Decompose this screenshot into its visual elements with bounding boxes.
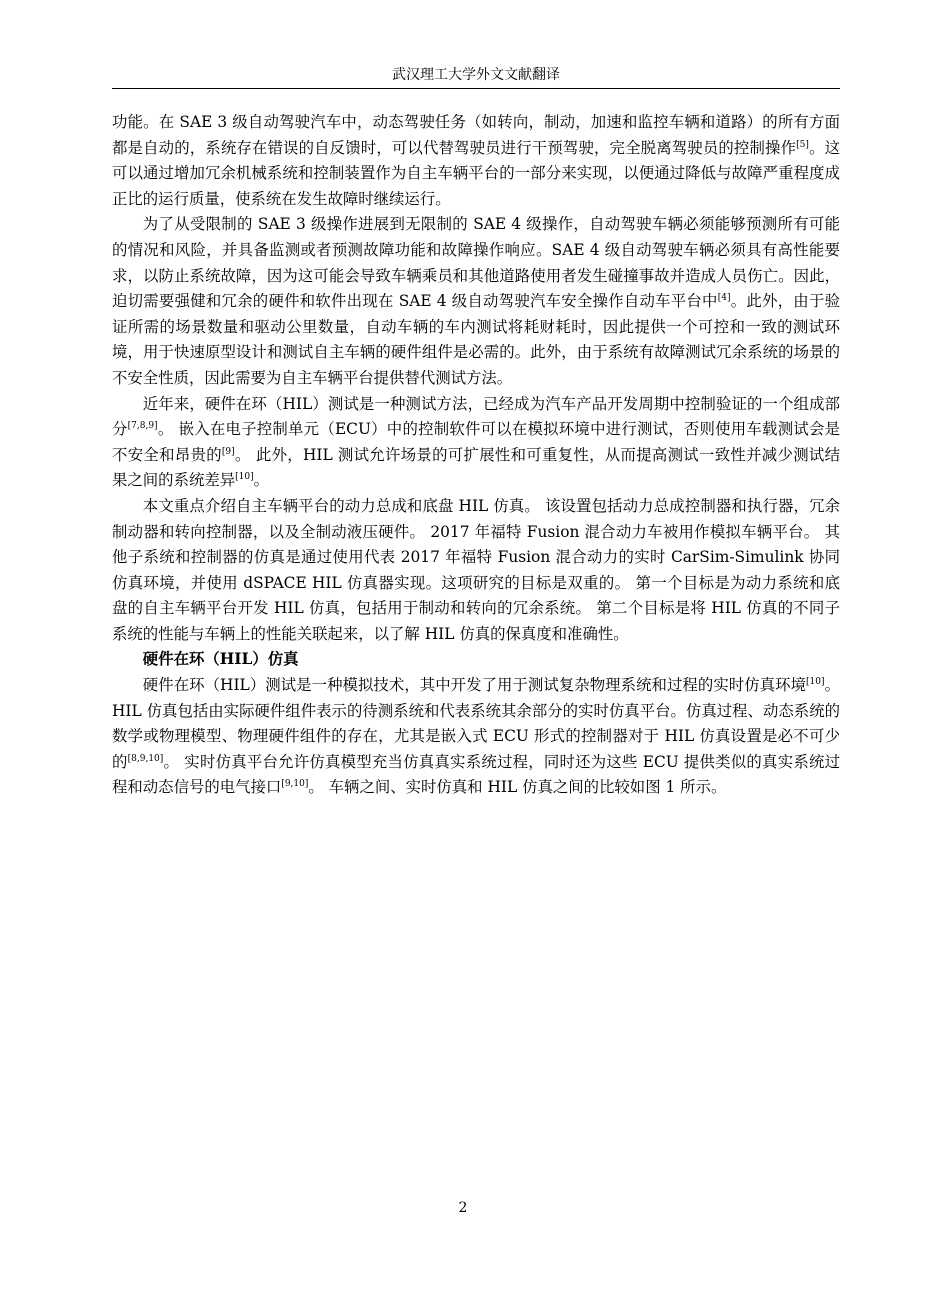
paragraph-text: 功能。在 SAE 3 级自动驾驶汽车中，动态驾驶任务（如转向，制动，加速和监控车辆和道路）的所有方面都是自动的，系统存在错误的自反馈时，可以代替驾驶员进行干预驾驶，完全脱离驾驶员的控制操作 <box>112 113 840 157</box>
paragraph-text: 硬件在环（HIL）测试是一种模拟技术，其中开发了用于测试复杂物理系统和过程的实时仿真环境 <box>142 676 807 695</box>
citation-ref: [7,8,9] <box>127 421 158 432</box>
paragraph-3 <box>112 392 840 494</box>
paragraph-text: 本文重点介绍自主车辆平台的动力总成和底盘 HIL 仿真。 该设置包括动力总成控制器和执行器，冗余制动器和转向控制器，以及全制动液压硬件。 2017 年福特 Fusion 混合动力车被用作模拟车辆平台。 其他子系统和控制器的仿真是通过使用代表 2017 年福特 Fusion 混合动力的实时 CarSim-Simulink 协同仿真环境，并使用 dSPACE HIL 仿真器实现。这项研究的目标是双重的。 第一个目标是为动力系统和底盘的自主车辆平台开发 HIL 仿真，包括用于制动和转向的冗余系统。 第二个目标是将 HIL 仿真的不同子系统的性能与车辆上的性能关联起来，以了解 HIL 仿真的保真度和准确性。 <box>112 496 840 643</box>
header-divider <box>112 88 840 89</box>
citation-ref: [5] <box>796 139 809 150</box>
paragraph-text: 为了从受限制的 SAE 3 级操作进展到无限制的 SAE 4 级操作，自动驾驶车辆必须能够预测所有可能的情况和风险，并具备监测或者预测故障功能和故障操作响应。SAE 4 级自动驾驶车辆必须具有高性能要求，以防止系统故障，因为这可能会导致车辆乘员和其他道路使用者发生碰撞事故并造成人员伤亡。因此，迫切需要强健和冗余的硬件和软件出现在 SAE 4 级自动驾驶汽车安全操作自动车平台中 <box>112 215 840 311</box>
section-heading: 硬件在环（HIL）仿真 <box>142 650 299 669</box>
section-paragraph <box>112 673 840 801</box>
page-header-title: 武汉理工大学外文文献翻译 <box>392 67 560 83</box>
paragraph-1 <box>112 110 840 212</box>
paragraph-text: 。 此外，HIL 测试允许场景的可扩展性和可重复性，从而提高测试一致性并减少测试结果之间的系统差异 <box>112 445 840 490</box>
citation-ref: [10] <box>806 677 825 688</box>
citation-ref: [9] <box>221 446 235 457</box>
paragraph-4 <box>112 494 840 648</box>
paragraph-text: 。这可以通过增加冗余机械系统和控制装置作为自主车辆平台的一部分来实现，以便通过降低与故障严重程度成正比的运行质量，使系统在发生故障时继续运行。 <box>112 138 840 208</box>
paragraph-text: 。 车辆之间、实时仿真和 HIL 仿真之间的比较如图 1 所示。 <box>308 778 727 797</box>
citation-ref: [8,9,10] <box>127 753 164 764</box>
paragraph-text: 近年来，硬件在环（HIL）测试是一种测试方法，已经成为汽车产品开发周期中控制验证的一个组成部分 <box>112 394 840 439</box>
paragraph-text: 。 嵌入在电子控制单元（ECU）中的控制软件可以在模拟环境中进行测试，否则使用车载测试会是不安全和昂贵的 <box>112 420 840 464</box>
paragraph-text: 。 HIL 仿真包括由实际硬件组件表示的待测系统和代表系统其余部分的实时仿真平台。仿真过程、动态系统的数学或物理模型、物理硬件组件的存在，尤其是嵌入式 ECU 形式的控制器对于 HIL 仿真设置是必不可少的 <box>112 676 840 771</box>
citation-ref: [10] <box>235 472 254 483</box>
paragraph-text: 。 <box>253 471 270 490</box>
paragraph-2 <box>112 212 840 391</box>
citation-ref: [4] <box>717 293 731 304</box>
paragraph-text: 。 实时仿真平台允许仿真模型充当仿真真实系统过程，同时还为这些 ECU 提供类似的真实系统过程和动态信号的电气接口 <box>112 752 840 797</box>
page-number: 2 <box>458 1200 468 1216</box>
citation-ref: [9,10] <box>281 779 309 790</box>
document-body <box>112 110 840 801</box>
paragraph-text: 。此外，由于验证所需的场景数量和驱动公里数量，自动车辆的车内测试将耗财耗时，因此提供一个可控和一致的测试环境，用于快速原型设计和测试自主车辆的硬件组件是必需的。此外，由于系统有故障测试冗余系统的场景的不安全性质，因此需要为自主车辆平台提供替代测试方法。 <box>112 292 840 387</box>
